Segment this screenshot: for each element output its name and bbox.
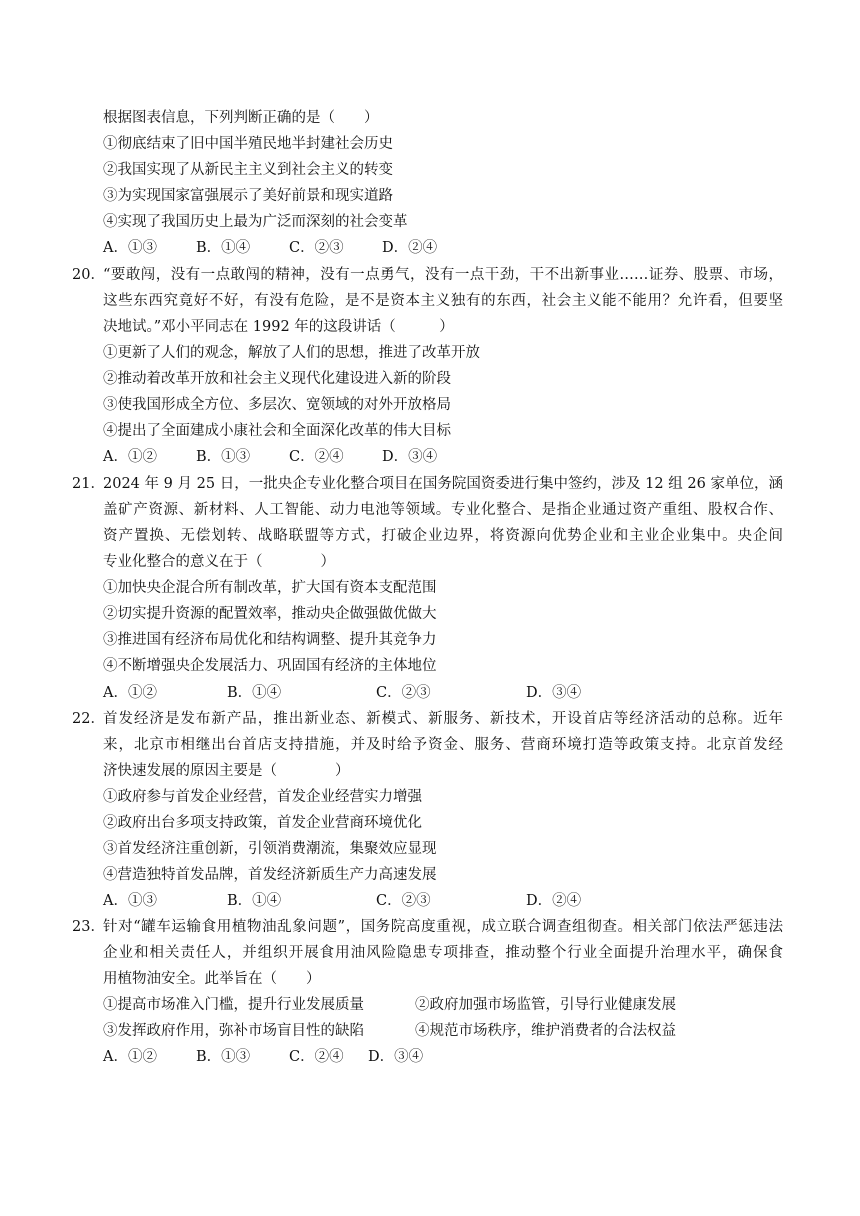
q21-option-a: A．①② [103, 685, 157, 701]
q22-item-2: ②政府出台多项支持政策，首发企业营商环境优化 [103, 815, 422, 831]
q23-stem-line-2: 企业和相关责任人，并组织开展食用油风险隐患专项排查，推动整个行业全面提升治理水平，确保食 [103, 945, 783, 961]
q23-option-b: B．①③ [196, 1049, 251, 1065]
q22-stem-line-1: 首发经济是发布新产品，推出新业态、新模式、新服务、新技术，开设首店等经济活动的总称。近年 [103, 711, 783, 727]
q21-option-c: C．②③ [376, 685, 431, 701]
q23-option-a: A．①② [103, 1049, 157, 1065]
q21-item-2: ②切实提升资源的配置效率，推动央企做强做优做大 [103, 606, 437, 622]
q19-item-2: ②我国实现了从新民主主义到社会主义的转变 [103, 162, 393, 178]
q19-item-1: ①彻底结束了旧中国半殖民地半封建社会历史 [103, 136, 393, 152]
q22-item-4: ④营造独特首发品牌，首发经济新质生产力高速发展 [103, 867, 437, 883]
q19-option-b: B．①④ [196, 240, 251, 256]
q21-stem-line-1: 2024 年 9 月 25 日，一批央企专业化整合项目在国务院国资委进行集中签约，涉及 12 组 26 家单位，涵 [103, 476, 783, 492]
q20-item-3: ③使我国形成全方位、多层次、宽领域的对外开放格局 [103, 397, 451, 413]
q23-item-2: ②政府加强市场监管，引导行业健康发展 [415, 997, 676, 1013]
q20-option-a: A．①② [103, 449, 157, 465]
q20-option-c: C．②④ [289, 449, 344, 465]
q22-item-1: ①政府参与首发企业经营，首发企业经营实力增强 [103, 789, 422, 805]
q21-option-d: D．③④ [526, 685, 582, 701]
q23-option-c: C．②④ [289, 1049, 344, 1065]
q21-item-4: ④不断增强央企发展活力、巩固国有经济的主体地位 [103, 658, 437, 674]
q20-item-4: ④提出了全面建成小康社会和全面深化改革的伟大目标 [103, 423, 451, 439]
q20-option-b: B．①③ [196, 449, 251, 465]
q19-stem: 根据图表信息，下列判断正确的是（ ） [103, 110, 379, 126]
q21-item-1: ①加快央企混合所有制改革，扩大国有资本支配范围 [103, 580, 437, 596]
q23-item-3: ③发挥政府作用，弥补市场盲目性的缺陷 [103, 1023, 364, 1039]
q23-option-d: D．③④ [368, 1049, 424, 1065]
q22-number: 22． [72, 711, 105, 727]
q21-stem-line-3: 资产置换、无偿划转、战略联盟等方式，打破企业边界，将资源向优势企业和主业企业集中。央企间 [103, 528, 783, 544]
q20-number: 20． [72, 267, 105, 283]
q22-item-3: ③首发经济注重创新，引领消费潮流，集聚效应显现 [103, 841, 437, 857]
q20-option-d: D．③④ [382, 449, 438, 465]
q19-item-4: ④实现了我国历史上最为广泛而深刻的社会变革 [103, 214, 408, 230]
q19-option-d: D．②④ [382, 240, 438, 256]
q20-stem-line-2: 这些东西究竟好不好，有没有危险，是不是资本主义独有的东西，社会主义能不能用？允许看，但要坚 [103, 293, 783, 309]
q20-stem-line-3: 决地试。”邓小平同志在 1992 年的这段讲话（ ） [103, 319, 454, 335]
q21-item-3: ③推进国有经济布局优化和结构调整、提升其竞争力 [103, 632, 437, 648]
q20-item-2: ②推动着改革开放和社会主义现代化建设进入新的阶段 [103, 371, 451, 387]
q19-option-a: A．①③ [103, 240, 157, 256]
q22-stem-line-3: 济快速发展的原因主要是（ ） [103, 763, 350, 779]
q23-stem-line-1: 针对“罐车运输食用植物油乱象问题”，国务院高度重视，成立联合调查组彻查。相关部门依法严惩违法 [103, 919, 783, 935]
q23-number: 23． [72, 919, 105, 935]
q21-number: 21． [72, 476, 105, 492]
q19-option-c: C．②③ [289, 240, 344, 256]
q21-stem-line-2: 盖矿产资源、新材料、人工智能、动力电池等领域。专业化整合、是指企业通过资产重组、股权合作、 [103, 502, 783, 518]
q20-item-1: ①更新了人们的观念，解放了人们的思想，推进了改革开放 [103, 345, 480, 361]
q22-option-a: A．①③ [103, 893, 157, 909]
q23-stem-line-3: 用植物油安全。此举旨在（ ） [103, 971, 321, 987]
q22-option-c: C．②③ [376, 893, 431, 909]
q23-item-1: ①提高市场准入门槛，提升行业发展质量 [103, 997, 364, 1013]
q21-option-b: B．①④ [227, 685, 282, 701]
q22-option-b: B．①④ [227, 893, 282, 909]
q19-item-3: ③为实现国家富强展示了美好前景和现实道路 [103, 188, 393, 204]
q21-stem-line-4: 专业化整合的意义在于（ ） [103, 554, 335, 570]
q23-item-4: ④规范市场秩序，维护消费者的合法权益 [415, 1023, 676, 1039]
q22-stem-line-2: 来，北京市相继出台首店支持措施，并及时给予资金、服务、营商环境打造等政策支持。北京首发经 [103, 737, 783, 753]
q22-option-d: D．②④ [526, 893, 582, 909]
q20-stem-line-1: “要敢闯，没有一点敢闯的精神，没有一点勇气，没有一点干劲，干不出新事业……证券、股票、市场， [103, 267, 783, 283]
